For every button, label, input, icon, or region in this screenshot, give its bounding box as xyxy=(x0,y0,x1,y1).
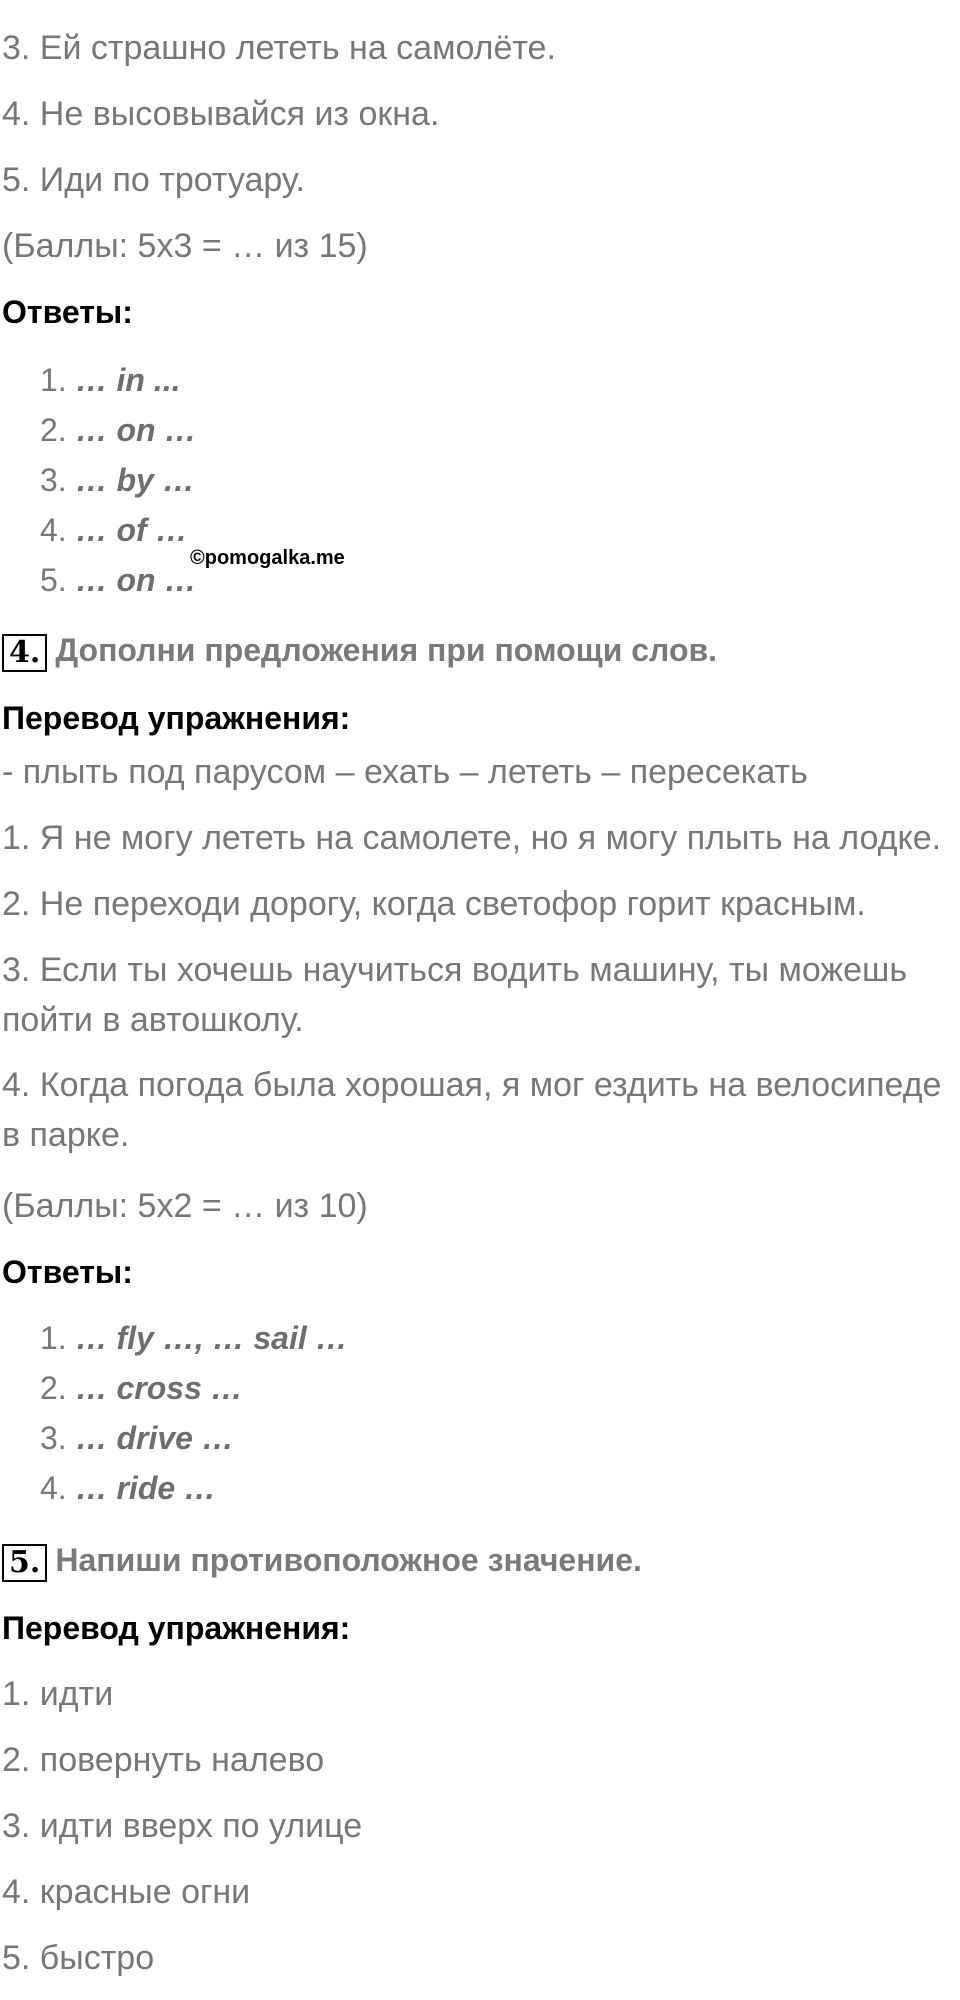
exercise-line: 1. идти xyxy=(2,1675,114,1713)
task-title: Напиши противоположное значение. xyxy=(55,1542,642,1578)
answer-item xyxy=(40,560,196,600)
exercise-line: 2. повернуть налево xyxy=(2,1741,325,1779)
answer-number: 4. xyxy=(40,1470,67,1506)
answer-number: 3. xyxy=(40,1420,67,1456)
task-number-box: 5. xyxy=(2,1544,47,1582)
answer-number: 5. xyxy=(40,562,67,598)
answer-value: … on … xyxy=(75,412,197,448)
answer-value: … cross … xyxy=(75,1370,243,1406)
answer-number: 3. xyxy=(40,462,67,498)
exercise-line: 3. Если ты хочешь научиться водить машину, ты можешь пойти в автошколу. xyxy=(2,951,908,1039)
exercise-line: 2. Не переходи дорогу, когда светофор горит красным. xyxy=(2,885,866,923)
task-number-box: 4. xyxy=(2,634,47,672)
answer-number: 1. xyxy=(40,362,67,398)
answer-item xyxy=(40,1368,243,1408)
answers-heading: Ответы: xyxy=(2,294,133,330)
task-title: Дополни предложения при помощи слов. xyxy=(55,632,718,668)
answer-number: 1. xyxy=(40,1320,67,1356)
answer-value: … in ... xyxy=(75,362,181,398)
watermark: ©pomogalka.me xyxy=(190,547,345,569)
task-4-heading xyxy=(2,630,717,672)
exercise-line: - плыть под парусом – ехать – лететь – пересекать xyxy=(2,753,808,791)
answer-item xyxy=(40,410,196,450)
answer-item xyxy=(40,460,195,500)
answer-value: … drive … xyxy=(75,1420,234,1456)
answers-heading: Ответы: xyxy=(2,1254,133,1290)
answer-number: 4. xyxy=(40,512,67,548)
answer-value: … of … xyxy=(75,512,188,548)
answer-value: … ride … xyxy=(75,1470,217,1506)
task-5-heading xyxy=(2,1540,642,1582)
exercise-line: 4. Когда погода была хорошая, я мог ездить на велосипеде в парке. xyxy=(2,1066,942,1154)
score-line: (Баллы: 5х3 = … из 15) xyxy=(2,227,368,265)
answer-number: 2. xyxy=(40,1370,67,1406)
answer-item xyxy=(40,1418,234,1458)
answer-value: … on … xyxy=(75,562,197,598)
answer-item xyxy=(40,510,188,550)
translation-heading: Перевод упражнения: xyxy=(2,1610,351,1646)
exercise-line: 5. Иди по тротуару. xyxy=(2,161,305,199)
answer-item xyxy=(40,360,180,400)
exercise-line: 1. Я не могу лететь на самолете, но я могу плыть на лодке. xyxy=(2,819,942,857)
answer-value: … fly …, … sail … xyxy=(75,1320,348,1356)
exercise-line: 4. Не высовывайся из окна. xyxy=(2,95,440,133)
answer-item xyxy=(40,1468,216,1508)
exercise-line: 3. идти вверх по улице xyxy=(2,1807,363,1845)
exercise-line: 5. быстро xyxy=(2,1939,155,1977)
translation-heading: Перевод упражнения: xyxy=(2,700,351,736)
exercise-line: 4. красные огни xyxy=(2,1873,251,1911)
score-line: (Баллы: 5х2 = … из 10) xyxy=(2,1187,368,1225)
exercise-line: 3. Ей страшно лететь на самолёте. xyxy=(2,29,556,67)
answer-number: 2. xyxy=(40,412,67,448)
answer-value: … by … xyxy=(75,462,195,498)
answer-item xyxy=(40,1318,348,1358)
